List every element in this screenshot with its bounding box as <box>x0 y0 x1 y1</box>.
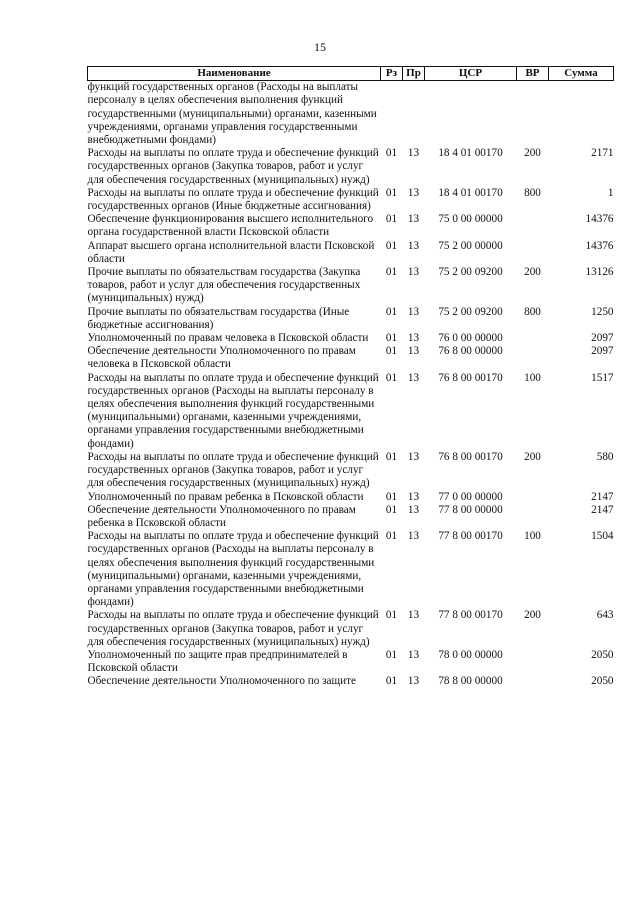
cell-name: Расходы на выплаты по оплате труда и обеспечение функций государственных органов (Расходы на выплаты персоналу в целях обеспечения выполнения функций государственными (муниципальными) органами, казенными учреждениями, органами управления государственными внебюджетными фондами) <box>87 371 379 450</box>
table-row <box>88 372 614 451</box>
cell-sum: 2050 <box>591 675 614 688</box>
cell-vr: 100 <box>524 530 541 543</box>
cell-name: Обеспечение деятельности Уполномоченного по правам человека в Псковской области <box>87 345 356 371</box>
cell-rz: 01 <box>385 648 398 661</box>
cell-pr: 13 <box>407 371 420 384</box>
cell-rz: 01 <box>385 213 398 226</box>
cell-pr: 13 <box>407 503 420 516</box>
cell-rz: 01 <box>385 675 398 688</box>
table-row <box>88 306 614 332</box>
budget-table <box>87 66 614 689</box>
cell-rz: 01 <box>385 609 398 622</box>
table-row <box>88 213 614 239</box>
cell-vr: 200 <box>524 450 541 463</box>
cell-sum: 2097 <box>591 345 614 358</box>
header-rz: Рз <box>381 67 403 81</box>
cell-name: Расходы на выплаты по оплате труда и обеспечение функций государственных органов (Закупка товаров, работ и услуг для обеспечения государственных (муниципальных) нужд) <box>87 450 379 490</box>
cell-vr <box>517 504 549 530</box>
table-row <box>88 81 614 148</box>
cell-name: Расходы на выплаты по оплате труда и обеспечение функций государственных органов (Закупка товаров, работ и услуг для обеспечения государственных (муниципальных) нужд) <box>87 147 379 186</box>
cell-csr: 78 8 00 00000 <box>438 675 503 688</box>
table-row <box>88 491 614 504</box>
table-row <box>88 649 614 675</box>
cell-name: Уполномоченный по правам человека в Псковской области <box>87 332 369 345</box>
table-row <box>88 609 614 649</box>
header-sum: Сумма <box>549 67 614 81</box>
cell-rz: 01 <box>385 450 398 463</box>
cell-rz: 01 <box>385 490 398 503</box>
cell-name: Прочие выплаты по обязательствам государства (Закупка товаров, работ и услуг для обеспечения государственных (муниципальных) нужд) <box>87 266 361 305</box>
cell-name: Расходы на выплаты по оплате труда и обеспечение функций государственных органов (Закупка товаров, работ и услуг для обеспечения государственных (муниципальных) нужд) <box>87 609 379 648</box>
cell-csr: 75 2 00 09200 <box>438 266 503 279</box>
cell-csr: 18 4 01 00170 <box>438 186 503 199</box>
cell-pr: 13 <box>407 332 420 345</box>
cell-csr: 77 8 00 00170 <box>438 530 503 543</box>
cell-rz <box>381 81 403 148</box>
cell-name: Обеспечение функционирования высшего исполнительного органа государственной власти Псковской области <box>87 213 374 239</box>
cell-pr: 13 <box>407 239 420 252</box>
cell-vr: 100 <box>524 371 541 384</box>
table-row <box>88 504 614 530</box>
page-number: 15 <box>314 40 326 54</box>
cell-sum: 14376 <box>585 239 614 252</box>
cell-sum: 1504 <box>591 530 614 543</box>
cell-name: Прочие выплаты по обязательствам государства (Иные бюджетные ассигнования) <box>87 305 350 331</box>
cell-vr: 200 <box>524 609 541 622</box>
cell-rz: 01 <box>385 503 398 516</box>
cell-pr <box>403 81 425 148</box>
cell-sum: 1250 <box>591 305 614 318</box>
cell-sum: 580 <box>596 450 614 463</box>
cell-csr: 75 0 00 00000 <box>438 213 503 226</box>
table-row <box>88 266 614 306</box>
cell-pr: 13 <box>407 186 420 199</box>
cell-sum: 2050 <box>591 648 614 661</box>
cell-vr: 200 <box>524 147 541 160</box>
table-row <box>88 187 614 213</box>
cell-rz: 01 <box>385 332 398 345</box>
cell-vr <box>517 345 549 371</box>
cell-name: Расходы на выплаты по оплате труда и обеспечение функций государственных органов (Иные бюджетные ассигнования) <box>87 186 379 213</box>
cell-pr: 13 <box>407 609 420 622</box>
cell-csr: 77 8 00 00170 <box>438 609 503 622</box>
cell-vr: 800 <box>524 186 541 199</box>
cell-csr: 78 0 00 00000 <box>438 648 503 661</box>
header-name: Наименование <box>88 67 381 81</box>
cell-sum: 14376 <box>585 213 614 226</box>
cell-rz: 01 <box>385 530 398 543</box>
cell-vr <box>517 240 549 266</box>
cell-pr: 13 <box>407 213 420 226</box>
cell-csr: 75 2 00 09200 <box>438 305 503 318</box>
cell-vr <box>517 332 549 345</box>
cell-name: Обеспечение деятельности Уполномоченного по защите <box>87 675 356 688</box>
cell-sum: 2147 <box>591 490 614 503</box>
cell-pr: 13 <box>407 266 420 279</box>
cell-pr: 13 <box>407 305 420 318</box>
cell-csr: 76 0 00 00000 <box>438 332 503 345</box>
cell-csr: 77 8 00 00000 <box>438 503 503 516</box>
cell-csr <box>425 81 517 148</box>
table-row <box>88 451 614 491</box>
cell-rz: 01 <box>385 266 398 279</box>
cell-rz: 01 <box>385 147 398 160</box>
cell-pr: 13 <box>407 648 420 661</box>
cell-pr: 13 <box>407 450 420 463</box>
cell-name: функций государственных органов (Расходы на выплаты персоналу в целях обеспечения выполнения функций государственными (муниципальными) органами, казенными учреждениями, органами управления государственными внебюджетными фондами) <box>87 81 377 147</box>
cell-pr: 13 <box>407 530 420 543</box>
table-row <box>88 345 614 371</box>
header-vr: ВР <box>517 67 549 81</box>
cell-csr: 18 4 01 00170 <box>438 147 503 160</box>
cell-sum: 2097 <box>591 332 614 345</box>
cell-csr: 77 0 00 00000 <box>438 490 503 503</box>
cell-sum: 2147 <box>591 503 614 516</box>
cell-vr <box>517 649 549 675</box>
cell-name: Уполномоченный по правам ребенка в Псковской области <box>87 490 364 503</box>
table-row <box>88 675 614 688</box>
cell-vr: 200 <box>524 266 541 279</box>
cell-name: Обеспечение деятельности Уполномоченного по правам ребенка в Псковской области <box>87 503 356 529</box>
cell-csr: 76 8 00 00170 <box>438 450 503 463</box>
cell-csr: 76 8 00 00170 <box>438 371 503 384</box>
cell-csr: 75 2 00 00000 <box>438 239 503 252</box>
table-row <box>88 240 614 266</box>
table-header-row <box>88 67 614 81</box>
table-body <box>88 81 614 689</box>
cell-rz: 01 <box>385 186 398 199</box>
header-pr: Пр <box>403 67 425 81</box>
cell-pr: 13 <box>407 675 420 688</box>
table-row <box>88 530 614 609</box>
cell-sum: 1 <box>607 186 614 199</box>
cell-vr <box>517 213 549 239</box>
cell-name: Расходы на выплаты по оплате труда и обеспечение функций государственных органов (Расходы на выплаты персоналу в целях обеспечения выполнения функций государственными (муниципальными) органами, казенными учреждениями, органами управления государственными внебюджетными фондами) <box>87 530 379 609</box>
cell-sum: 643 <box>596 609 614 622</box>
cell-name: Аппарат высшего органа исполнительной власти Псковской области <box>87 239 375 265</box>
cell-sum: 1517 <box>591 371 614 384</box>
cell-rz: 01 <box>385 345 398 358</box>
cell-sum <box>549 81 614 148</box>
cell-rz: 01 <box>385 305 398 318</box>
table-row <box>88 332 614 345</box>
cell-rz: 01 <box>385 371 398 384</box>
header-csr: ЦСР <box>425 67 517 81</box>
cell-pr: 13 <box>407 345 420 358</box>
cell-csr: 76 8 00 00000 <box>438 345 503 358</box>
cell-vr: 800 <box>524 305 541 318</box>
cell-sum: 13126 <box>585 266 614 279</box>
cell-sum: 2171 <box>591 147 614 160</box>
cell-vr <box>517 81 549 148</box>
cell-pr: 13 <box>407 147 420 160</box>
cell-vr <box>517 491 549 504</box>
cell-rz: 01 <box>385 239 398 252</box>
cell-pr: 13 <box>407 490 420 503</box>
table-row <box>88 147 614 187</box>
cell-vr <box>517 675 549 688</box>
cell-name: Уполномоченный по защите прав предпринимателей в Псковской области <box>87 648 348 675</box>
